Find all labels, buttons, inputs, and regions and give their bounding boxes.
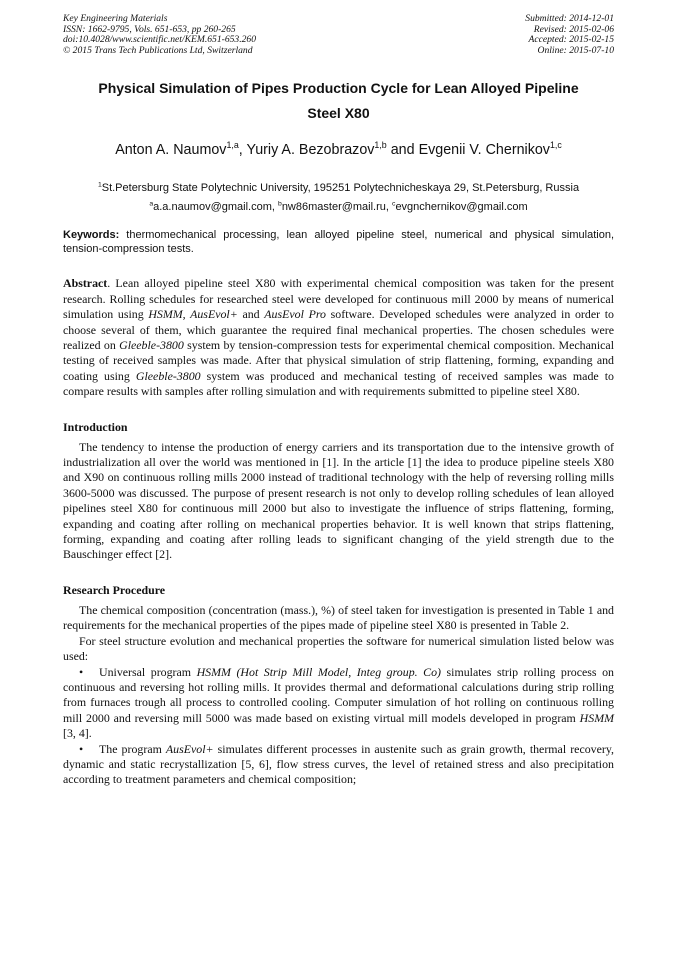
journal-info — [63, 14, 256, 56]
abstract-text: . Lean alloyed pipeline steel X80 with experimental chemical composition was taken for the present research. Rolling schedules for researched steel were developed for continuous mill 2000 by means of numerical simulation using — [63, 276, 614, 322]
email-separator: , — [271, 201, 279, 214]
title-line-2: Steel X80 — [307, 105, 370, 122]
introduction-heading: Introduction — [63, 419, 128, 434]
bullet-icon: • — [79, 664, 84, 679]
bullet-text: simulates different processes in austenite such as grain growth, thermal recovery, dynamic and static recrystallization [5, 6], flow stress curves, the level of retained stress and also precipitation according to treatment parameters and chemical composition; — [63, 741, 614, 787]
bullet-icon: • — [79, 741, 84, 756]
email-mark: a — [149, 200, 154, 208]
research-paragraph: For steel structure evolution and mechanical properties the software for numerical simulation listed below was used: — [63, 633, 614, 664]
author-separator: , — [238, 142, 247, 159]
abstract-text: and — [237, 307, 265, 322]
bullet-text: simulates strip rolling process on continuous and reversing hot rolling mills. It provides thermal and deformational calculations during strip rolling from furnaces trough all process to controlled cooling. Computer simulation of hot rolling on continuous rolling mill 2000 and reversing mill 5000 was made based on existing virtual mill models developed in program — [63, 664, 614, 725]
date-revised: Revised: 2015-02-06 — [533, 23, 614, 35]
author-emails — [63, 199, 614, 215]
journal-name: Key Engineering Materials — [63, 13, 168, 24]
author-affiliation-mark: 1,a — [226, 140, 239, 151]
submission-dates — [525, 14, 614, 56]
author-affiliation-mark: 1,b — [374, 140, 387, 151]
email-mark: c — [392, 200, 396, 208]
date-submitted: Submitted: 2014-12-01 — [525, 13, 614, 24]
journal-doi: doi:10.4028/www.scientific.net/KEM.651-653.260 — [63, 34, 257, 46]
author-list — [63, 141, 614, 159]
email-address: nw86master@mail.ru — [281, 201, 386, 214]
affiliation — [63, 179, 614, 197]
software-name: HSMM (Hot Strip Mill Model, Integ group. Co) — [196, 664, 441, 679]
date-online: Online: 2015-07-10 — [537, 44, 614, 56]
email-address: a.a.naumov@gmail.com — [153, 201, 272, 214]
author-separator: and — [386, 142, 419, 159]
date-accepted: Accepted: 2015-02-15 — [528, 34, 614, 46]
keywords — [63, 228, 614, 256]
software-name: Gleeble-3800 — [135, 368, 201, 383]
abstract-label: Abstract — [63, 276, 108, 291]
paper-title — [63, 76, 614, 126]
software-name: AusEvol Pro — [264, 307, 326, 322]
software-name: Gleeble-3800 — [119, 338, 184, 352]
title-line-1: Physical Simulation of Pipes Production Cycle for Lean Alloyed Pipeline — [98, 80, 579, 97]
affiliation-text: St.Petersburg State Polytechnic University, 195251 Polytechnicheskaya 29, St.Petersburg, Russia — [101, 182, 580, 195]
introduction-paragraph: The tendency to intense the production of energy carriers and its transportation due to the intensive growth of industrialization all over the world was mentioned in [1]. In the article [1] the idea to produce pipeline steels X80 and X90 on continuous rolling mills 2000 instead of traditional technology with the help of reversing rolling mills 3600-5000 was discussed. The purpose of present research is not only to develop rolling schedules of lean alloyed pipelines steel X80 for continuous mill 2000 but also to investigate the influence of strips flattening, forming, expanding and coating after rolling on mechanical properties behavior. It is well known that strips flattening, forming, expanding and coating after rolling leads to significant changing of the yield strength due to the Bauschinger effect [2]. — [63, 439, 614, 562]
journal-issn: ISSN: 1662-9795, Vols. 651-653, pp 260-265 — [63, 23, 236, 35]
author-affiliation-mark: 1,c — [549, 140, 562, 151]
bullet-text: [3, 4]. — [63, 726, 92, 741]
abstract-text: system by tension-compression tests for experimental chemical composition. Mechanical testing of received samples was made. After that physical simulation of strip flattening, forming, expanding and coating using — [63, 338, 614, 383]
keywords-label: Keywords: — [63, 229, 120, 242]
bullet-text: The program — [99, 741, 166, 756]
email-address: evgnchernikov@gmail.com — [395, 201, 528, 214]
author-name: Yuriy A. Bezobrazov — [246, 142, 375, 159]
email-mark: b — [278, 200, 282, 208]
bullet-item-hsmm — [63, 665, 614, 742]
keywords-text: thermomechanical processing, lean alloyed pipeline steel, numerical and physical simulation, tension-compression tests. — [63, 229, 614, 256]
software-name: AusEvol+ — [165, 741, 214, 756]
affiliation-mark: 1 — [97, 181, 102, 189]
email-separator: , — [385, 201, 393, 214]
research-paragraph: The chemical composition (concentration (mass.), %) of steel taken for investigation is presented in Table 1 and requirements for the mechanical properties of the pipes made of pipeline steel X80 is presented in Table 2. — [63, 602, 614, 633]
abstract — [63, 276, 614, 399]
author-name: Evgenii V. Chernikov — [418, 142, 550, 159]
software-name: HSMM, AusEvol+ — [148, 307, 238, 322]
abstract-text: system was produced and mechanical testing of received samples was made to compare results with samples after rolling simulation and with requirements submitted to pipeline steel X80. — [63, 368, 614, 399]
journal-copyright: © 2015 Trans Tech Publications Ltd, Switzerland — [63, 44, 253, 56]
bullet-text: Universal program — [99, 664, 197, 679]
research-procedure-heading: Research Procedure — [63, 582, 166, 597]
author-name: Anton A. Naumov — [115, 142, 227, 159]
software-name: HSMM — [579, 710, 614, 725]
bullet-item-ausevol — [63, 742, 614, 788]
journal-header — [63, 14, 614, 56]
abstract-text: software. Developed schedules were analyzed in order to choose several of them, which guarantee the required final mechanical properties. The chosen schedules were realized on — [63, 307, 614, 352]
